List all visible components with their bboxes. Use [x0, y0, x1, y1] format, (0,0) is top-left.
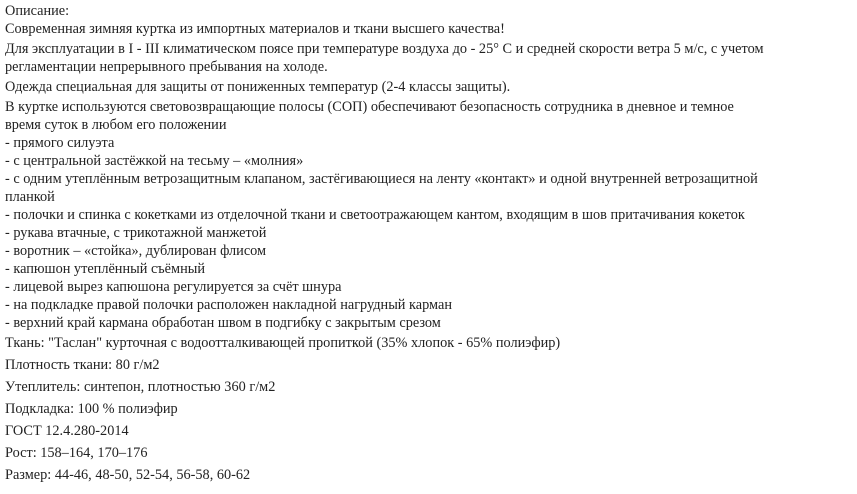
feature-list	[5, 134, 853, 332]
insulation-spec: Утеплитель: синтепон, плотностью 360 г/м2	[5, 379, 276, 395]
gost-spec: ГОСТ 12.4.280-2014	[5, 423, 129, 439]
feature-item: - капюшон утеплённый съёмный	[5, 261, 205, 277]
lining-spec: Подкладка: 100 % полиэфир	[5, 401, 178, 417]
climate-text-line-1: Для эксплуатации в I - III климатическом поясе при температуре воздуха до - 25° С и средней скорости ветра 5 м/с, с учетом	[5, 41, 764, 57]
feature-item: - на подкладке правой полочки расположен накладной нагрудный карман	[5, 297, 452, 313]
climate-text-line-2: регламентации непрерывного пребывания на холоде.	[5, 59, 328, 75]
size-spec: Размер: 44-46, 48-50, 52-54, 56-58, 60-62	[5, 467, 251, 483]
intro-text: Современная зимняя куртка из импортных материалов и ткани высшего качества!	[5, 21, 505, 37]
reflective-text-line-1: В куртке используются световозвращающие полосы (СОП) обеспечивают безопасность сотрудника в дневное и темное	[5, 99, 734, 115]
protection-text: Одежда специальная для защиты от пониженных температур (2-4 классы защиты).	[5, 79, 511, 95]
feature-item: - с центральной застёжкой на тесьму – «молния»	[5, 153, 304, 169]
product-description	[5, 2, 853, 484]
feature-item: - рукава втачные, с трикотажной манжетой	[5, 225, 267, 241]
feature-item: - верхний край кармана обработан швом в подгибку с закрытым срезом	[5, 315, 441, 331]
feature-item: планкой	[5, 189, 55, 205]
height-spec: Рост: 158–164, 170–176	[5, 445, 148, 461]
feature-item: - лицевой вырез капюшона регулируется за счёт шнура	[5, 279, 342, 295]
reflective-text-line-2: время суток в любом его положении	[5, 117, 227, 133]
description-heading: Описание:	[5, 3, 70, 19]
feature-item: - прямого силуэта	[5, 135, 115, 151]
density-spec: Плотность ткани: 80 г/м2	[5, 357, 160, 373]
feature-item: - воротник – «стойка», дублирован флисом	[5, 243, 267, 259]
fabric-spec: Ткань: "Таслан" курточная с водоотталкивающей пропиткой (35% хлопок - 65% полиэфир)	[5, 335, 561, 351]
feature-item: - с одним утеплённым ветрозащитным клапаном, застёгивающиеся на ленту «контакт» и одной внутренней ветрозащитной	[5, 171, 758, 187]
feature-item: - полочки и спинка с кокетками из отделочной ткани и светоотражающем кантом, входящим в шов притачивания кокеток	[5, 207, 745, 223]
